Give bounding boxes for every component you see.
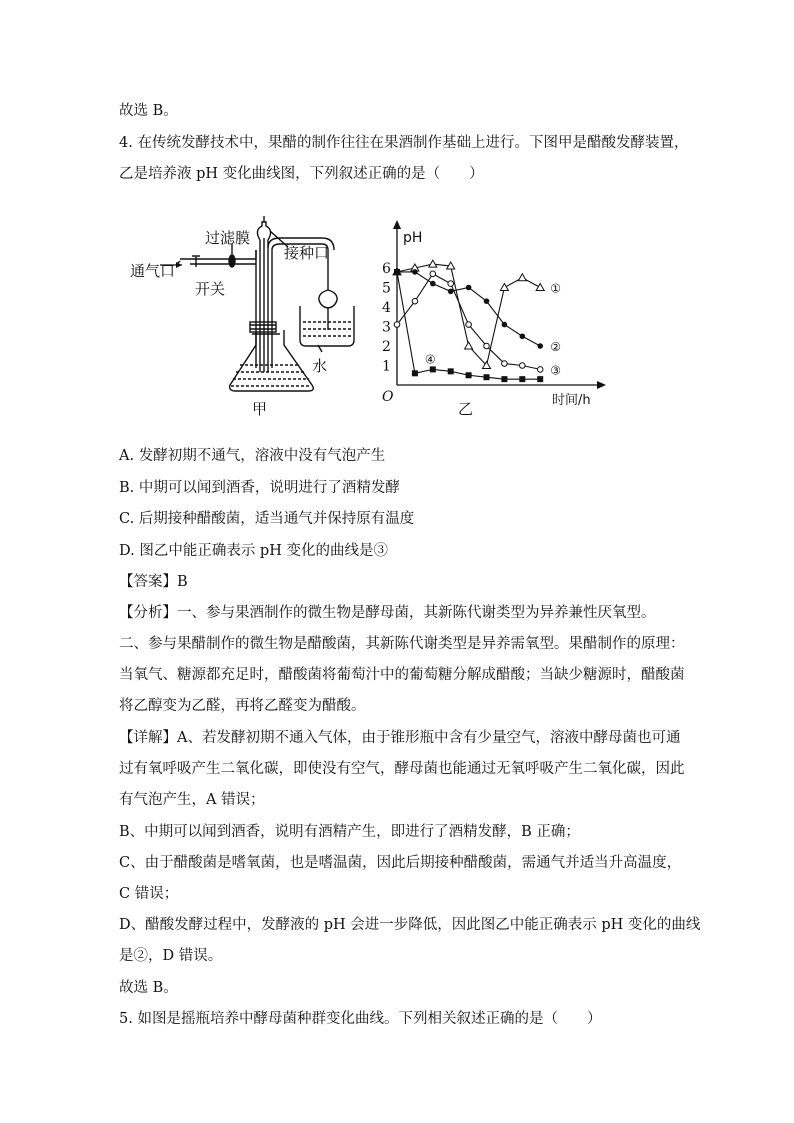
data-point [501,376,507,382]
detail-line: 过有氧呼吸产生二氧化碳，即使没有空气，酵母菌也能通过无氧呼吸产生二氧化碳，因此 [119,761,685,777]
x-axis-arrow [597,381,606,389]
data-point [430,281,436,287]
series-line [397,272,540,346]
switch-label: 开关 [195,280,226,298]
y-tick-label: 1 [382,358,391,375]
option-b: B. 中期可以闻到酒香，说明进行了酒精发酵 [119,480,400,496]
data-point [412,370,418,376]
analysis-line: 将乙醇变为乙醛，再将乙醛变为醋酸。 [119,698,366,714]
option-c: C. 后期接种醋酸菌，适当通气并保持原有温度 [119,511,415,527]
series-label: ② [550,340,561,354]
answer: 【答案】B [119,574,188,590]
detail-line: C 错误； [119,886,179,902]
data-point [537,367,543,373]
data-point [448,368,454,374]
series-label: ① [550,281,561,296]
data-point [537,376,543,382]
x-axis-label: 时间/h [552,393,591,408]
y-tick-label: 2 [382,339,391,355]
data-point [394,322,400,328]
series-label: ③ [550,363,561,378]
y-axis-label: pH [403,230,423,246]
data-point [448,281,454,287]
y-axis-arrow [393,220,401,229]
origin-label: O [382,389,394,405]
detail-line: 有气泡产生，A 错误； [119,792,265,808]
water-label: 水 [312,357,328,375]
figure-caption: 甲 [252,400,268,418]
data-point [502,361,508,367]
detail-line: 是②，D 错误。 [119,948,223,964]
y-tick-label: 4 [382,300,391,316]
data-point [465,342,473,349]
y-tick-label: 6 [382,261,391,277]
y-tick-label: 5 [382,280,391,297]
detail-line: B、中期可以闻到酒香，说明有酒精产生，即进行了酒精发酵，B 正确； [119,824,580,840]
data-point [412,298,418,304]
question-5-stem: 5. 如图是摇瓶培养中酵母菌种群变化曲线。下列相关叙述正确的是（ ） [119,1011,602,1027]
data-point [430,271,436,277]
apparatus-diagram [176,216,354,391]
data-point [537,343,543,349]
data-point [520,333,526,339]
data-point [536,284,544,291]
previous-conclusion: 故选 B。 [119,103,178,119]
option-d: D. 图乙中能正确表示 pH 变化的曲线是③ [119,543,388,559]
data-point [502,322,508,328]
chart-caption: 乙 [458,400,474,418]
data-point [484,343,490,349]
series-label: ④ [424,352,436,367]
detail-line: C、由于醋酸菌是嗜氧菌，也是嗜温菌，因此后期接种醋酸菌，需通气并适当升高温度， [119,855,682,871]
data-point [520,363,526,369]
ph-chart [382,220,606,418]
data-point [429,260,437,267]
data-point [500,284,508,291]
analysis-line: 【分析】一、参与果酒制作的微生物是酵母菌，其新陈代谢类型为异养兼性厌氧型。 [119,605,656,621]
detail-line: D、醋酸发酵过程中，发酵液的 pH 会进一步降低，因此图乙中能正确表示 pH 变化的曲线 [119,917,701,933]
data-point [466,322,472,328]
option-a: A. 发酵初期不通气，溶液中没有气泡产生 [119,448,386,464]
air-inlet-label: 通气口 [130,262,176,280]
data-point [518,274,526,281]
analysis-line: 二、参与果醋制作的微生物是醋酸菌，其新陈代谢类型是异养需氧型。果醋制作的原理： [119,636,685,652]
conclusion: 故选 B。 [119,980,178,996]
question-stem: 4. 在传统发酵技术中，果醋的制作往往在果酒制作基础上进行。下图甲是醋酸发酵装置， [119,135,689,151]
data-point [394,269,400,275]
data-point [430,366,436,372]
y-tick-label: 3 [382,319,391,336]
question-stem: 乙是培养液 pH 变化曲线图，下列叙述正确的是（ ） [119,166,484,182]
data-point [466,372,472,378]
figure [0,0,794,440]
data-point [484,298,490,304]
inoculation-port-label: 接种口 [284,244,330,262]
data-point [412,269,418,275]
analysis-line: 当氧气、糖源都充足时，醋酸菌将葡萄汁中的葡萄糖分解成醋酸；当缺少糖源时，醋酸菌 [119,667,685,683]
filter-membrane-label: 过滤膜 [205,229,251,247]
detail-line: 【详解】A、若发酵初期不通入气体，由于锥形瓶中含有少量空气，溶液中酵母菌也可通 [119,730,681,746]
data-point [519,376,525,382]
data-point [466,285,472,291]
data-point [484,374,490,380]
